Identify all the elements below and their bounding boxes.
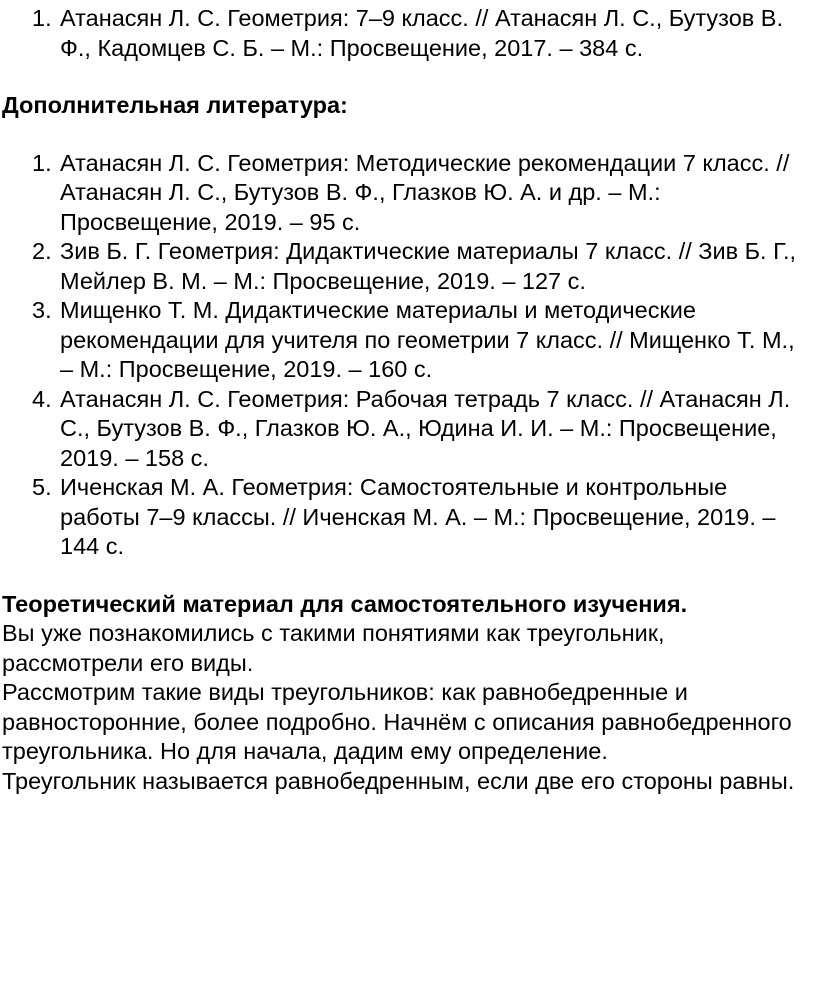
list-item-text: Иченская М. А. Геометрия: Самостоятельные и контрольные работы 7–9 классы. // Иченская М. А. – М.: Просвещение, 2019. – 144 с. [60, 474, 776, 559]
list-item-text: Атанасян Л. С. Геометрия: Рабочая тетрадь 7 класс. // Атанасян Л. С., Бутузов В. Ф., Глазков Ю. А., Юдина И. И. – М.: Просвещение, 2019. – 158 с. [60, 385, 791, 471]
paragraph: Вы уже познакомились с такими понятиями как треугольник, рассмотрели его виды. [2, 620, 665, 676]
additional-literature-heading: Дополнительная литература: [2, 92, 348, 118]
list-item [32, 473, 812, 562]
paragraph: Треугольник называется равнобедренным, если две его стороны равны. [2, 767, 795, 794]
list-item-text: Атанасян Л. С. Геометрия: 7–9 класс. // Атанасян Л. С., Бутузов В. Ф., Кадомцев С. Б. – М.: Просвещение, 2017. – 384 с. [60, 5, 783, 61]
list-item-text: Мищенко Т. М. Дидактические материалы и методические рекомендации для учителя по геометрии 7 класс. // Мищенко Т. М., – М.: Просвещение, 2019. – 160 с. [60, 297, 795, 382]
list-item [32, 149, 812, 238]
list-item-number: 2. [32, 238, 52, 264]
list-item-number: 1. [32, 149, 52, 176]
list-item [32, 385, 812, 474]
list-item [32, 4, 812, 63]
additional-literature-list [2, 149, 812, 562]
list-item [32, 237, 812, 296]
list-item-number: 4. [32, 385, 52, 412]
list-item-number: 1. [32, 5, 52, 31]
theory-heading: Теоретический материал для самостоятельного изучения. [2, 590, 688, 617]
main-literature-list [2, 0, 812, 63]
list-item-number: 5. [32, 474, 52, 500]
list-item-text: Атанасян Л. С. Геометрия: Методические рекомендации 7 класс. // Атанасян Л. С., Бутузов В. Ф., Глазков Ю. А. и др. – М.: Просвещение, 2019. – 95 с. [60, 149, 790, 235]
list-item [32, 296, 812, 385]
list-item-text: Зив Б. Г. Геометрия: Дидактические материалы 7 класс. // Зив Б. Г., Мейлер В. М. – М.: Просвещение, 2019. – 127 с. [60, 238, 797, 294]
paragraph: Рассмотрим такие виды треугольников: как равнобедренные и равносторонние, более подробно. Начнём с описания равнобедренного треугольника. Но для начала, дадим ему определение. [2, 679, 792, 764]
list-item-number: 3. [32, 297, 52, 323]
